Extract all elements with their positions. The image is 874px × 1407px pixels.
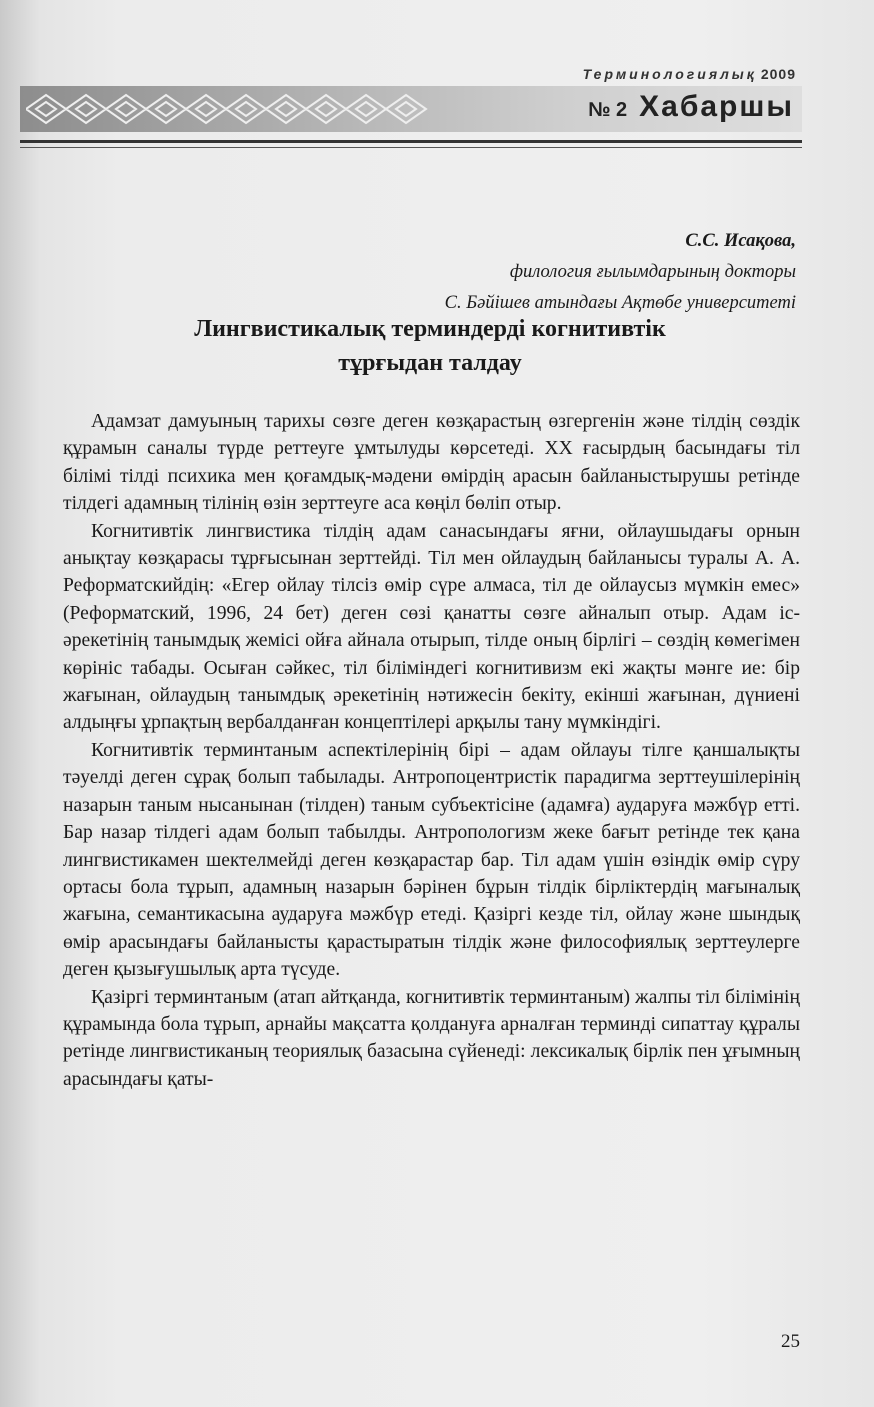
article-title bbox=[60, 312, 800, 380]
journal-name: Хабаршы bbox=[639, 90, 794, 123]
article-title-line-1: Лингвистикалық терминдерді когнитивтік bbox=[194, 316, 666, 342]
author-degree: филология ғылымдарының докторы bbox=[509, 262, 796, 282]
journal-year: 2009 bbox=[760, 66, 796, 82]
author-block bbox=[445, 226, 796, 319]
article-body bbox=[63, 408, 800, 1093]
ornament-pattern-icon bbox=[26, 89, 446, 129]
journal-title-line bbox=[583, 66, 796, 82]
paragraph: Қазіргі терминтаным (атап айтқанда, когнитивтік терминтаным) жалпы тіл білімінің құрамында бола тұрып, арнайы мақсатта қолдануға арналған терминді сипаттау құралы ретінде лингвистиканың теориялық базасына сүйенеді: лексикалық бірлік пен ұғымның арасындағы қаты- bbox=[63, 986, 800, 1090]
header-banner bbox=[20, 86, 802, 132]
paragraph: Адамзат дамуының тарихы сөзге деген көзқарастың өзгергенін және тілдің сөздік құрамын саналы түрде реттеуге ұмтылуды көрсетеді. ХХ ғасырдың басындағы тіл білімі тілді психика мен қоғамдық-мәдени өмірдің арасын байланыстырушы ретінде тілдегі адамның тілінің өзін зерттеуге аса көңіл бөліп отыр. bbox=[63, 411, 800, 515]
header-rule-thick bbox=[20, 140, 802, 143]
page-number: 25 bbox=[781, 1331, 800, 1352]
author-name: С.С. Исақова, bbox=[685, 231, 796, 251]
paragraph: Когнитивтік лингвистика тілдің адам санасындағы яғни, ойлаушыдағы орнын анықтау көзқарасы тұрғысынан зерттейді. Тіл мен ойлаудың байланысы туралы А. А. Реформатскийдің: «Егер ойлау тілсіз өмір сүре алмаса, тіл де ойлаусыз мүмкін емес» (Реформатский, 1996, 24 бет) деген сөзі қанатты сөзге айналып отыр. Адам іс-әрекетінің танымдық жемісі ойға айнала отырып, тілде оның бірлігі – сөздің көмегімен көрініс табады. Осыған сәйкес, тіл біліміндегі когнитивизм екі жақты мәнге ие: бір жағынан, ойлаудың танымдық әрекетінің нәтижесін бекіту, екінші жағынан, дүниені алдыңғы ұрпақтың вербалданған концептілері арқылы тану мүмкіндігі. bbox=[63, 520, 800, 734]
issue-label bbox=[588, 90, 794, 124]
paragraph: Когнитивтік терминтаным аспектілерінің бірі – адам ойлауы тілге қаншалықты тәуелді деген сұрақ болып табылады. Антропоцентристік парадигма зерттеушілерінің назарын таным нысанынан (тілден) таным субъектісіне (адамға) аударуға мәжбүр етті. Бар назар тілдегі адам болып табылды. Антропологизм жеке бағыт ретінде тек қана лингвистикамен шектелмейді деген көзқарастар бар. Тіл адам үшін өзіндік өмір сүру ортасы бола тұрып, адамның назарын бәрінен бұрын тілдік бірліктердің мағыналық жағына, семантикасына аударуға мәжбүр етеді. Қазіргі кезде тіл, ойлау және шындық өмір арасындағы байланысты қарастыратын тілдік және философиялық зерттеулерге деген қызығушылық арта түсуде. bbox=[63, 739, 800, 981]
author-affiliation: С. Бәйішев атындағы Ақтөбе университеті bbox=[444, 293, 796, 313]
article-title-line-2: тұрғыдан талдау bbox=[338, 350, 522, 376]
issue-number: № 2 bbox=[588, 99, 628, 121]
journal-title: Терминологиялық bbox=[582, 66, 757, 82]
header-rule-thin bbox=[20, 147, 802, 148]
